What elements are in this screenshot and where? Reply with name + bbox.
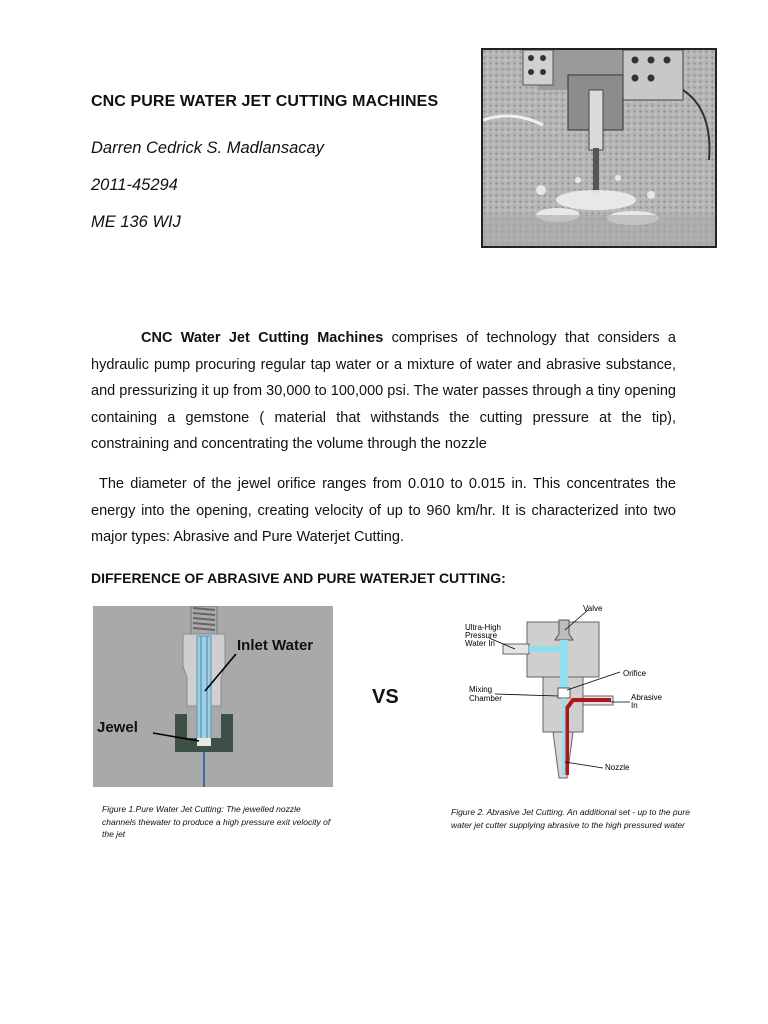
label-valve: Valve [583,604,603,613]
intro-bold-term: CNC Water Jet Cutting Machines [141,330,384,346]
paragraph-orifice [91,471,676,551]
label-abrasive-1: Abrasive [631,693,663,702]
intro-text: comprises of technology that considers a hydraulic pump procuring regular tap water or a mixture of water and abrasive substance, and pressurizing it up from 30,000 to 100,000 psi. The water passes through a tiny opening containing a gemstone ( material that withstands the cutting pressure at the tip), constraining and concentrating the volume through the nozzle [91,330,676,452]
label-uhp-1: Ultra-High [465,623,502,632]
paragraph-intro [91,325,676,458]
figure-pure-waterjet [93,606,333,787]
figure-abrasive-waterjet [455,600,680,790]
label-abrasive-2: In [631,701,638,710]
student-number: 2011-45294 [91,176,178,194]
figure2-caption: Figure 2. Abrasive Jet Cutting. An additional set - up to the pure water jet cutter supplying abrasive to the high pressured water [451,807,690,830]
course-code: ME 136 WIJ [91,213,181,231]
vs-label: VS [372,686,399,708]
label-mixing-2: Chamber [469,694,502,703]
figure1-caption: Figure 1.Pure Water Jet Cutting: The jewelled nozzle channels thewater to produce a high pressure exit velocity of the jet [102,804,331,839]
document-title: CNC PURE WATER JET CUTTING MACHINES [91,93,439,110]
label-uhp-3: Water In [465,639,495,648]
label-inlet-water: Inlet Water [237,637,314,654]
label-mixing-1: Mixing [469,685,493,694]
waterjet-machine-photo [481,48,717,248]
label-nozzle: Nozzle [605,763,630,772]
label-uhp-2: Pressure [465,631,498,640]
label-orifice: Orifice [623,669,647,678]
author-name: Darren Cedrick S. Madlansacay [91,139,324,157]
orifice-text: The diameter of the jewel orifice ranges from 0.010 to 0.015 in. This concentrates the energy into the opening, creating velocity of up to 960 km/hr. It is characterized into two major types: Abrasive and Pure Waterjet Cutting. [91,476,676,545]
section-heading: DIFFERENCE OF ABRASIVE AND PURE WATERJET CUTTING: [91,570,506,586]
label-jewel: Jewel [97,719,138,736]
